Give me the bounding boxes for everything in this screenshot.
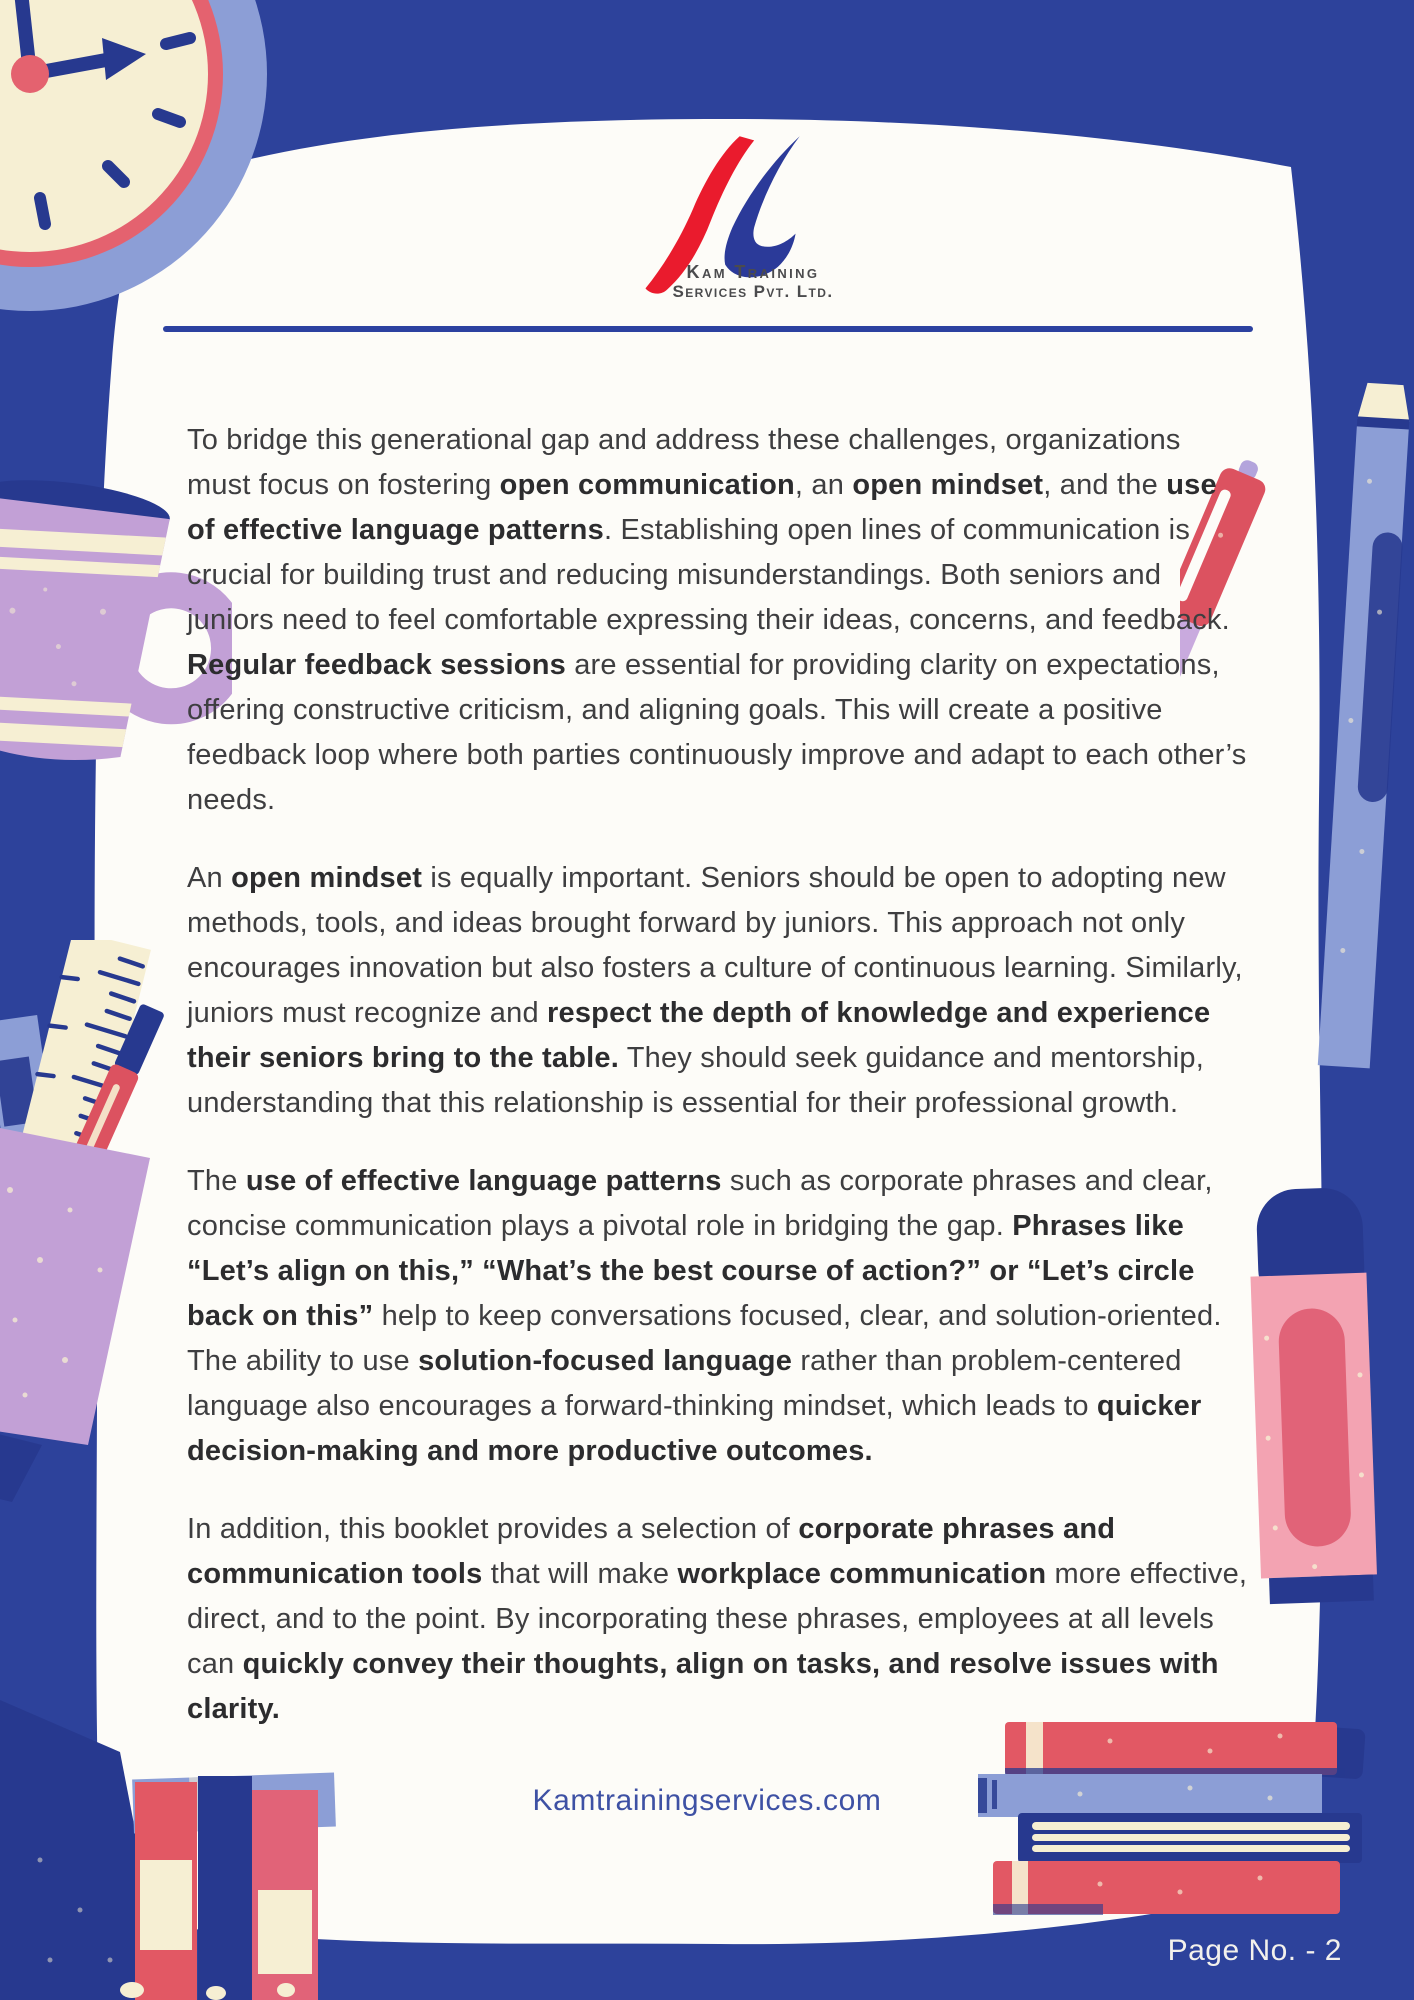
article-paragraphs: [187, 418, 1249, 1765]
header-divider: [163, 326, 1253, 332]
body-text: The: [187, 1165, 246, 1197]
bold-text: quicker decision-making and more productive outcomes.: [187, 1390, 1202, 1467]
body-text: They should seek guidance and mentorship, understanding that this relationship is essential for their professional growth.: [187, 1042, 1205, 1119]
company-name-line2: Services Pvt. Ltd.: [672, 282, 834, 301]
page-number-label: Page No. - 2: [1167, 1934, 1342, 1967]
bold-text: workplace communication: [677, 1558, 1047, 1590]
bold-text: Regular feedback sessions: [187, 649, 566, 681]
company-name: [580, 263, 926, 301]
body-text: . Establishing open lines of communication is crucial for building trust and reducing misunderstandings. Both seniors and juniors need to feel comfortable expressing their ideas, concerns, and feedback.: [187, 514, 1230, 636]
bold-text: Phrases like “Let’s align on this,” “What’s the best course of action?” or “Let’s circle back on this”: [187, 1210, 1195, 1332]
body-text: , and the: [1043, 469, 1167, 501]
bold-text: open mindset: [231, 862, 423, 894]
body-text: rather than problem-centered language also encourages a forward-thinking mindset, which leads to: [187, 1345, 1182, 1422]
body-text: are essential for providing clarity on expectations, offering constructive criticism, and aligning goals. This will create a positive feedback loop where both parties continuously improve and adapt to each other’s needs.: [187, 649, 1247, 816]
body-text: To bridge this generational gap and address these challenges, organizations must focus on fostering: [187, 424, 1181, 501]
body-text: such as corporate phrases and clear, concise communication plays a pivotal role in bridging the gap.: [187, 1165, 1213, 1242]
crayon-icon: [1248, 1176, 1414, 1646]
body-text: In addition, this booklet provides a selection of: [187, 1513, 799, 1545]
paragraph: [187, 856, 1249, 1126]
bold-text: corporate phrases and communication tools: [187, 1513, 1116, 1590]
bold-text: open mindset: [852, 469, 1044, 501]
body-text: help to keep conversations focused, clear, and solution-oriented. The ability to use: [187, 1300, 1222, 1377]
book-spines-icon: [40, 1730, 370, 2000]
website-url: Kamtrainingservices.com: [532, 1784, 882, 1817]
bold-text: solution-focused language: [418, 1345, 793, 1377]
paragraph: [187, 1507, 1249, 1732]
body-text: , an: [794, 469, 853, 501]
body-text: is equally important. Seniors should be open to adopting new methods, tools, and ideas brought forward by juniors. This approach not only encourages innovation but also fosters a culture of continuous learning. Similarly, juniors must recognize and: [187, 862, 1243, 1029]
company-name-line1: Kam Training: [686, 262, 820, 282]
paragraph: [187, 418, 1249, 823]
clock-icon: [0, 0, 288, 316]
bold-text: respect the depth of knowledge and experience their seniors bring to the table.: [187, 997, 1211, 1074]
bold-text: use of effective language patterns: [245, 1165, 722, 1197]
body-text: An: [187, 862, 232, 894]
bold-text: quickly convey their thoughts, align on tasks, and resolve issues with clarity.: [187, 1648, 1219, 1725]
body-text: that will make: [482, 1558, 678, 1590]
paragraph: [187, 1159, 1249, 1474]
bold-text: use of effective language patterns: [187, 469, 1217, 546]
body-text: more effective, direct, and to the point. By incorporating these phrases, employees at all levels can: [187, 1558, 1248, 1680]
bold-text: open communication: [499, 469, 795, 501]
